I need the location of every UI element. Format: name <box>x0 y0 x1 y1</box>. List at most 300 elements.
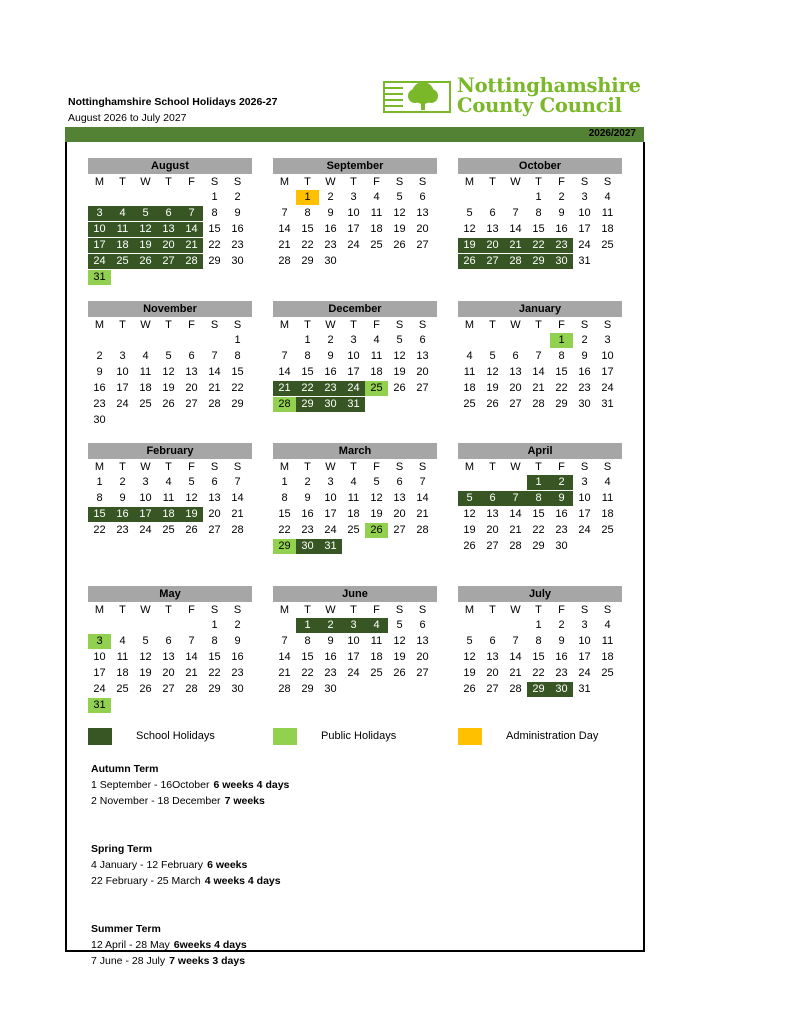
school-holiday-day: 2 <box>550 475 573 490</box>
month-april <box>458 443 622 555</box>
day-cell: 11 <box>116 651 129 663</box>
school-holiday-day: 1 <box>527 475 550 490</box>
school-holiday-day: 24 <box>88 254 111 269</box>
weekday-label: F <box>558 319 565 331</box>
day-cell: 11 <box>370 635 383 647</box>
day-cell: 1 <box>234 334 241 346</box>
day-cell: 4 <box>604 476 611 488</box>
day-cell: 13 <box>393 492 406 504</box>
weekday-label: S <box>603 176 612 188</box>
term-line <box>91 873 289 889</box>
weekday-label: T <box>535 461 542 473</box>
day-cell: 16 <box>324 366 337 378</box>
weekday-label: T <box>304 319 311 331</box>
term-summer <box>91 921 289 969</box>
day-cell: 28 <box>208 398 221 410</box>
public-holiday-day: 31 <box>88 270 111 285</box>
day-cell: 6 <box>396 476 403 488</box>
day-cell: 24 <box>347 667 360 679</box>
empty-cell <box>481 618 504 633</box>
day-cell: 22 <box>532 524 545 536</box>
day-cell: 17 <box>347 366 360 378</box>
day-cell: 31 <box>578 683 591 695</box>
page-subtitle: August 2026 to July 2027 <box>68 112 187 124</box>
day-cell: 3 <box>327 476 334 488</box>
day-cell: 28 <box>278 255 291 267</box>
day-cell: 16 <box>555 223 568 235</box>
empty-cell <box>180 618 203 633</box>
school-holiday-day: 6 <box>157 206 180 221</box>
school-holiday-day: 29 <box>527 254 550 269</box>
day-cell: 8 <box>234 350 241 362</box>
empty-cell <box>111 190 134 205</box>
day-cell: 5 <box>466 207 473 219</box>
day-cell: 11 <box>370 207 383 219</box>
day-cell: 9 <box>581 350 588 362</box>
weekday-label: W <box>140 319 151 331</box>
day-cell: 20 <box>208 508 221 520</box>
day-cell: 16 <box>231 651 244 663</box>
public-holiday-day: 1 <box>550 333 573 348</box>
day-cell: 4 <box>373 191 380 203</box>
day-cell: 8 <box>211 207 218 219</box>
day-cell: 19 <box>393 651 406 663</box>
day-cell: 26 <box>463 540 476 552</box>
weekday-label: S <box>418 176 427 188</box>
day-cell: 28 <box>509 540 522 552</box>
school-holiday-day: 30 <box>550 254 573 269</box>
day-cell: 25 <box>463 398 476 410</box>
day-cell: 6 <box>419 619 426 631</box>
day-cell: 23 <box>555 667 568 679</box>
day-cell: 12 <box>463 651 476 663</box>
day-cell: 20 <box>185 382 198 394</box>
day-cell: 22 <box>301 239 314 251</box>
day-cell: 17 <box>93 667 106 679</box>
weekday-label: M <box>279 319 290 331</box>
day-cell: 5 <box>188 476 195 488</box>
month-august <box>88 158 252 286</box>
weekday-label: T <box>304 461 311 473</box>
day-cell: 9 <box>327 635 334 647</box>
day-cell: 23 <box>324 239 337 251</box>
day-cell: 7 <box>512 207 519 219</box>
administration-day-swatch <box>458 728 482 745</box>
school-holiday-day: 26 <box>134 254 157 269</box>
day-cell: 18 <box>370 651 383 663</box>
school-holiday-day: 23 <box>319 381 342 396</box>
administration-day: 1 <box>296 190 319 205</box>
day-cell: 2 <box>558 619 565 631</box>
day-cell: 4 <box>119 635 126 647</box>
weekday-label: S <box>395 604 404 616</box>
day-cell: 21 <box>278 239 291 251</box>
day-cell: 24 <box>324 524 337 536</box>
school-holiday-day: 29 <box>296 397 319 412</box>
day-cell: 25 <box>370 239 383 251</box>
day-cell: 26 <box>185 524 198 536</box>
day-cell: 12 <box>486 366 499 378</box>
day-cell: 28 <box>509 683 522 695</box>
day-cell: 6 <box>165 635 172 647</box>
day-cell: 13 <box>486 223 499 235</box>
day-cell: 24 <box>578 239 591 251</box>
day-cell: 13 <box>486 651 499 663</box>
day-cell: 13 <box>509 366 522 378</box>
day-cell: 30 <box>578 398 591 410</box>
school-holiday-day: 13 <box>157 222 180 237</box>
day-cell: 20 <box>509 382 522 394</box>
weekday-label: F <box>188 176 195 188</box>
day-cell: 18 <box>139 382 152 394</box>
empty-cell <box>481 190 504 205</box>
weekday-label: F <box>188 604 195 616</box>
day-cell: 8 <box>535 207 542 219</box>
month-june <box>273 586 437 698</box>
day-cell: 28 <box>278 683 291 695</box>
day-cell: 9 <box>119 492 126 504</box>
day-cell: 20 <box>393 508 406 520</box>
day-cell: 28 <box>532 398 545 410</box>
day-cell: 17 <box>578 651 591 663</box>
day-cell: 5 <box>489 350 496 362</box>
empty-cell <box>273 190 296 205</box>
weekday-label: W <box>325 176 336 188</box>
day-cell: 4 <box>165 476 172 488</box>
day-cell: 13 <box>416 635 429 647</box>
day-cell: 20 <box>416 366 429 378</box>
empty-cell <box>203 333 226 348</box>
weekday-label: S <box>233 604 242 616</box>
day-cell: 20 <box>486 524 499 536</box>
day-cell: 22 <box>532 667 545 679</box>
day-cell: 2 <box>96 350 103 362</box>
day-cell: 27 <box>416 239 429 251</box>
term-dates-text: 2 November - 18 December <box>91 795 221 807</box>
school-holiday-day: 3 <box>88 206 111 221</box>
day-cell: 17 <box>601 366 614 378</box>
school-holiday-day: 7 <box>504 491 527 506</box>
school-holiday-swatch <box>88 728 112 745</box>
weekday-label: M <box>94 319 105 331</box>
weekday-label: T <box>119 461 126 473</box>
empty-cell <box>458 333 481 348</box>
month-grid <box>273 459 437 555</box>
term-dates-text: 22 February - 25 March <box>91 875 201 887</box>
day-cell: 3 <box>350 191 357 203</box>
day-cell: 30 <box>324 683 337 695</box>
day-cell: 27 <box>416 667 429 679</box>
school-holiday-day: 21 <box>273 381 296 396</box>
weekday-label: T <box>165 319 172 331</box>
weekday-label: T <box>165 604 172 616</box>
weekday-label: S <box>580 461 589 473</box>
day-cell: 23 <box>116 524 129 536</box>
weekday-label: W <box>140 461 151 473</box>
weekday-label: F <box>558 604 565 616</box>
day-cell: 18 <box>601 223 614 235</box>
weekday-label: F <box>558 461 565 473</box>
school-holiday-day: 18 <box>111 238 134 253</box>
day-cell: 11 <box>370 350 383 362</box>
term-dates-text: 7 June - 28 July <box>91 955 166 967</box>
month-title: March <box>273 443 437 459</box>
day-cell: 15 <box>532 223 545 235</box>
term-dates <box>91 761 289 969</box>
council-logo <box>383 76 643 116</box>
day-cell: 23 <box>231 667 244 679</box>
day-cell: 29 <box>208 683 221 695</box>
day-cell: 25 <box>601 239 614 251</box>
day-cell: 16 <box>555 508 568 520</box>
school-holiday-day: 20 <box>481 238 504 253</box>
day-cell: 7 <box>188 635 195 647</box>
weekday-label: W <box>140 176 151 188</box>
day-cell: 6 <box>419 334 426 346</box>
day-cell: 31 <box>601 398 614 410</box>
day-cell: 18 <box>347 508 360 520</box>
day-cell: 30 <box>93 414 106 426</box>
weekday-label: M <box>279 604 290 616</box>
day-cell: 22 <box>93 524 106 536</box>
day-cell: 6 <box>512 350 519 362</box>
day-cell: 27 <box>509 398 522 410</box>
day-cell: 24 <box>93 683 106 695</box>
day-cell: 27 <box>208 524 221 536</box>
day-cell: 22 <box>278 524 291 536</box>
weekday-label: M <box>464 604 475 616</box>
day-cell: 3 <box>581 619 588 631</box>
day-cell: 26 <box>139 683 152 695</box>
day-cell: 19 <box>393 366 406 378</box>
day-cell: 14 <box>509 651 522 663</box>
day-cell: 8 <box>96 492 103 504</box>
day-cell: 16 <box>555 651 568 663</box>
school-holiday-day: 22 <box>527 238 550 253</box>
weekday-label: S <box>210 604 219 616</box>
month-grid <box>273 174 437 270</box>
day-cell: 8 <box>211 635 218 647</box>
day-cell: 10 <box>578 635 591 647</box>
term-line <box>91 953 289 969</box>
day-cell: 19 <box>162 382 175 394</box>
day-cell: 11 <box>601 635 614 647</box>
weekday-label: S <box>603 319 612 331</box>
day-cell: 9 <box>96 366 103 378</box>
weekday-label: F <box>188 319 195 331</box>
month-grid <box>88 459 252 539</box>
month-july <box>458 586 622 698</box>
school-holiday-day: 26 <box>458 254 481 269</box>
month-may <box>88 586 252 714</box>
school-holiday-day: 19 <box>180 507 203 522</box>
day-cell: 29 <box>208 255 221 267</box>
public-holiday-day: 26 <box>365 523 388 538</box>
school-holiday-day: 29 <box>527 682 550 697</box>
day-cell: 7 <box>281 350 288 362</box>
empty-cell <box>504 475 527 490</box>
weekday-label: S <box>580 319 589 331</box>
school-holiday-day: 18 <box>157 507 180 522</box>
term-heading: Spring Term <box>91 843 153 855</box>
day-cell: 1 <box>211 191 218 203</box>
day-cell: 15 <box>532 651 545 663</box>
day-cell: 25 <box>162 524 175 536</box>
term-duration: 6 weeks 4 days <box>213 779 290 791</box>
day-cell: 29 <box>301 255 314 267</box>
day-cell: 24 <box>139 524 152 536</box>
day-cell: 6 <box>211 476 218 488</box>
public-holiday-day: 31 <box>88 698 111 713</box>
term-spring <box>91 841 289 889</box>
weekday-label: T <box>489 319 496 331</box>
weekday-label: W <box>325 319 336 331</box>
day-cell: 30 <box>324 255 337 267</box>
oak-tree-logo-icon <box>383 78 451 114</box>
month-december <box>273 301 437 413</box>
day-cell: 3 <box>350 334 357 346</box>
day-cell: 11 <box>601 207 614 219</box>
day-cell: 26 <box>393 667 406 679</box>
day-cell: 16 <box>231 223 244 235</box>
day-cell: 15 <box>208 651 221 663</box>
day-cell: 8 <box>558 350 565 362</box>
day-cell: 11 <box>601 492 614 504</box>
month-grid <box>458 459 622 555</box>
day-cell: 13 <box>185 366 198 378</box>
day-cell: 4 <box>466 350 473 362</box>
day-cell: 21 <box>532 382 545 394</box>
day-cell: 7 <box>281 207 288 219</box>
day-cell: 19 <box>370 508 383 520</box>
public-holiday-day: 28 <box>273 397 296 412</box>
weekday-label: T <box>165 461 172 473</box>
day-cell: 11 <box>162 492 175 504</box>
school-holiday-day: 21 <box>504 238 527 253</box>
day-cell: 14 <box>509 508 522 520</box>
day-cell: 10 <box>139 492 152 504</box>
empty-cell <box>481 333 504 348</box>
term-dates-text: 12 April - 28 May <box>91 939 170 951</box>
day-cell: 6 <box>489 207 496 219</box>
day-cell: 8 <box>281 492 288 504</box>
day-cell: 13 <box>416 207 429 219</box>
logo-line-2: County Council <box>457 94 622 117</box>
day-cell: 30 <box>231 255 244 267</box>
day-cell: 17 <box>347 223 360 235</box>
day-cell: 24 <box>347 239 360 251</box>
month-grid <box>88 174 252 286</box>
day-cell: 4 <box>604 619 611 631</box>
school-holiday-day: 9 <box>550 491 573 506</box>
day-cell: 13 <box>416 350 429 362</box>
term-duration: 6 weeks <box>207 859 248 871</box>
page-title: Nottinghamshire School Holidays 2026-27 <box>68 96 278 108</box>
day-cell: 15 <box>278 508 291 520</box>
weekday-label: M <box>94 176 105 188</box>
day-cell: 7 <box>419 476 426 488</box>
school-holiday-day: 20 <box>157 238 180 253</box>
day-cell: 26 <box>463 683 476 695</box>
day-cell: 18 <box>370 223 383 235</box>
day-cell: 23 <box>93 398 106 410</box>
weekday-label: S <box>418 604 427 616</box>
weekday-label: S <box>210 319 219 331</box>
day-cell: 28 <box>185 683 198 695</box>
day-cell: 1 <box>211 619 218 631</box>
day-cell: 12 <box>139 651 152 663</box>
empty-cell <box>504 618 527 633</box>
weekday-label: W <box>325 461 336 473</box>
day-cell: 23 <box>301 524 314 536</box>
empty-cell <box>111 333 134 348</box>
day-cell: 10 <box>116 366 129 378</box>
term-duration: 7 weeks 3 days <box>169 955 246 967</box>
weekday-label: T <box>535 319 542 331</box>
day-cell: 23 <box>231 239 244 251</box>
empty-cell <box>273 333 296 348</box>
weekday-label: M <box>94 461 105 473</box>
school-holiday-day: 8 <box>527 491 550 506</box>
term-heading: Summer Term <box>91 923 161 935</box>
day-cell: 4 <box>373 334 380 346</box>
school-holiday-day: 3 <box>342 618 365 633</box>
day-cell: 9 <box>327 207 334 219</box>
term-duration: 4 weeks 4 days <box>204 875 281 887</box>
day-cell: 26 <box>486 398 499 410</box>
weekday-label: T <box>489 604 496 616</box>
day-cell: 18 <box>116 667 129 679</box>
day-cell: 17 <box>347 651 360 663</box>
empty-cell <box>458 618 481 633</box>
day-cell: 5 <box>396 334 403 346</box>
weekday-label: W <box>510 461 521 473</box>
term-dates-text: 4 January - 12 February <box>91 859 204 871</box>
school-holiday-day: 19 <box>458 238 481 253</box>
day-cell: 10 <box>93 651 106 663</box>
weekday-label: F <box>558 176 565 188</box>
day-cell: 2 <box>304 476 311 488</box>
weekday-label: W <box>510 604 521 616</box>
weekday-label: T <box>304 604 311 616</box>
day-cell: 15 <box>301 366 314 378</box>
weekday-label: T <box>489 461 496 473</box>
empty-cell <box>180 190 203 205</box>
day-cell: 30 <box>555 540 568 552</box>
day-cell: 16 <box>324 223 337 235</box>
weekday-label: T <box>119 319 126 331</box>
day-cell: 17 <box>116 382 129 394</box>
day-cell: 23 <box>324 667 337 679</box>
day-cell: 2 <box>234 619 241 631</box>
weekday-label: M <box>464 319 475 331</box>
day-cell: 31 <box>578 255 591 267</box>
empty-cell <box>273 618 296 633</box>
day-cell: 27 <box>162 683 175 695</box>
weekday-label: S <box>210 176 219 188</box>
day-cell: 23 <box>578 382 591 394</box>
weekday-label: T <box>119 604 126 616</box>
day-cell: 18 <box>463 382 476 394</box>
day-cell: 5 <box>142 635 149 647</box>
day-cell: 8 <box>304 207 311 219</box>
day-cell: 21 <box>231 508 244 520</box>
month-title: August <box>88 158 252 174</box>
month-title: February <box>88 443 252 459</box>
day-cell: 22 <box>208 239 221 251</box>
day-cell: 21 <box>509 524 522 536</box>
term-dates-text: 1 September - 16October <box>91 779 210 791</box>
